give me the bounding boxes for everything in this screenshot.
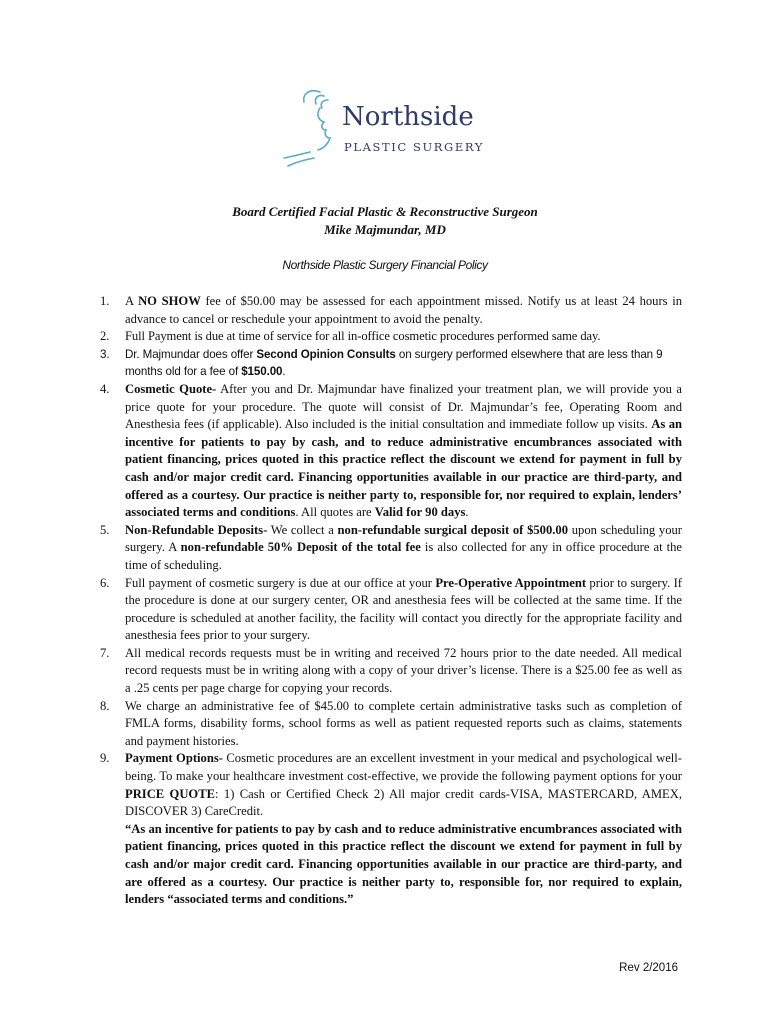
policy-item-7: 7. All medical records requests must be in writing and received 72 hours prior to the date needed. All medical record requests must be in writing along with a copy of your driver’s license. There is a $25.00 fee as well as a .25 cents per page charge for copying your records.: [100, 645, 682, 696]
policy-item-4: 4. Cosmetic Quote- After you and Dr. Majmundar have finalized your treatment plan, we will provide you a price quote for your procedure. The quote will consist of Dr. Majmundar’s fee, Operating Room and Anesthesia fees (if applicable). Also included is the initial consultation and immediate follow up visits. As an incentive for patients to pay by cash, and to reduce administrative encumbrances associated with patient financing, prices quoted in this practice reflect the discount we extend for payment in full by cash and/or major credit card. Financing opportunities available in our practice are third-party, and offered as a courtesy. Our practice is neither party to, responsible for, nor required to explain, lenders’ associated terms and conditions. All quotes are Valid for 90 days.: [100, 381, 682, 520]
logo-subtitle: PLASTIC SURGERY: [344, 140, 484, 154]
policy-item-2: 2. Full Payment is due at time of service for all in-office cosmetic procedures performed same day.: [100, 329, 601, 344]
revision-label: Rev 2/2016: [619, 962, 678, 974]
policy-item-5: 5. Non-Refundable Deposits- We collect a non-refundable surgical deposit of $500.00 upon scheduling your surgery. A non-refundable 50% Deposit of the total fee is also collected for any in office procedure at the time of scheduling.: [100, 522, 682, 572]
policy-item-8: 8. We charge an administrative fee of $45.00 to complete certain administrative tasks such as completion of FMLA forms, disability forms, school forms as well as patient requested reports such as claims, statements and payment histories.: [100, 698, 682, 748]
policy-item-9: 9. Payment Options- Cosmetic procedures are an excellent investment in your medical and psychological well-being. To make your healthcare investment cost-effective, we provide the following payment options for your PRICE QUOTE: 1) Cash or Certified Check 2) All major credit cards-VISA, MASTERCARD, AMEX, DISCOVER 3) CareCredit. “As an incentive for patients to pay by cash and to reduce administrative encumbrances associated with patient financing, prices quoted in this practice reflect the discount we extend for payment in full by cash and/or major credit card. Financing opportunities available in our practice are third-party, and are offered as a courtesy. Our practice is neither party to, responsible for, nor required to explain, lenders “associated terms and conditions.”: [100, 751, 682, 907]
logo-name: Northside: [342, 102, 474, 132]
policy-item-1: 1. A NO SHOW fee of $50.00 may be assessed for each appointment missed. Notify us at least 24 hours in advance to cancel or reschedule your appointment to avoid the penalty.: [100, 294, 683, 326]
logo: [280, 86, 500, 168]
credential-line: Board Certified Facial Plastic & Reconstructive Surgeon: [232, 204, 538, 219]
policy-item-6: 6. Full payment of cosmetic surgery is due at our office at your Pre-Operative Appointment prior to surgery. If the procedure is done at our surgery center, OR and anesthesia fees will be collected at the same time. If the procedure is scheduled at another facility, the facility will contact you directly for the appropriate facility and anesthesia fees prior to your surgery.: [100, 575, 682, 643]
policy-list: [92, 293, 682, 909]
policy-title: Northside Plastic Surgery Financial Policy: [282, 258, 488, 272]
face-profile-icon: [280, 86, 350, 168]
doctor-name: Mike Majmundar, MD: [324, 222, 446, 237]
policy-item-3: 3. Dr. Majmundar does offer Second Opinion Consults on surgery performed elsewhere that are less than 9 months old for a fee of $150.00.: [100, 347, 663, 379]
